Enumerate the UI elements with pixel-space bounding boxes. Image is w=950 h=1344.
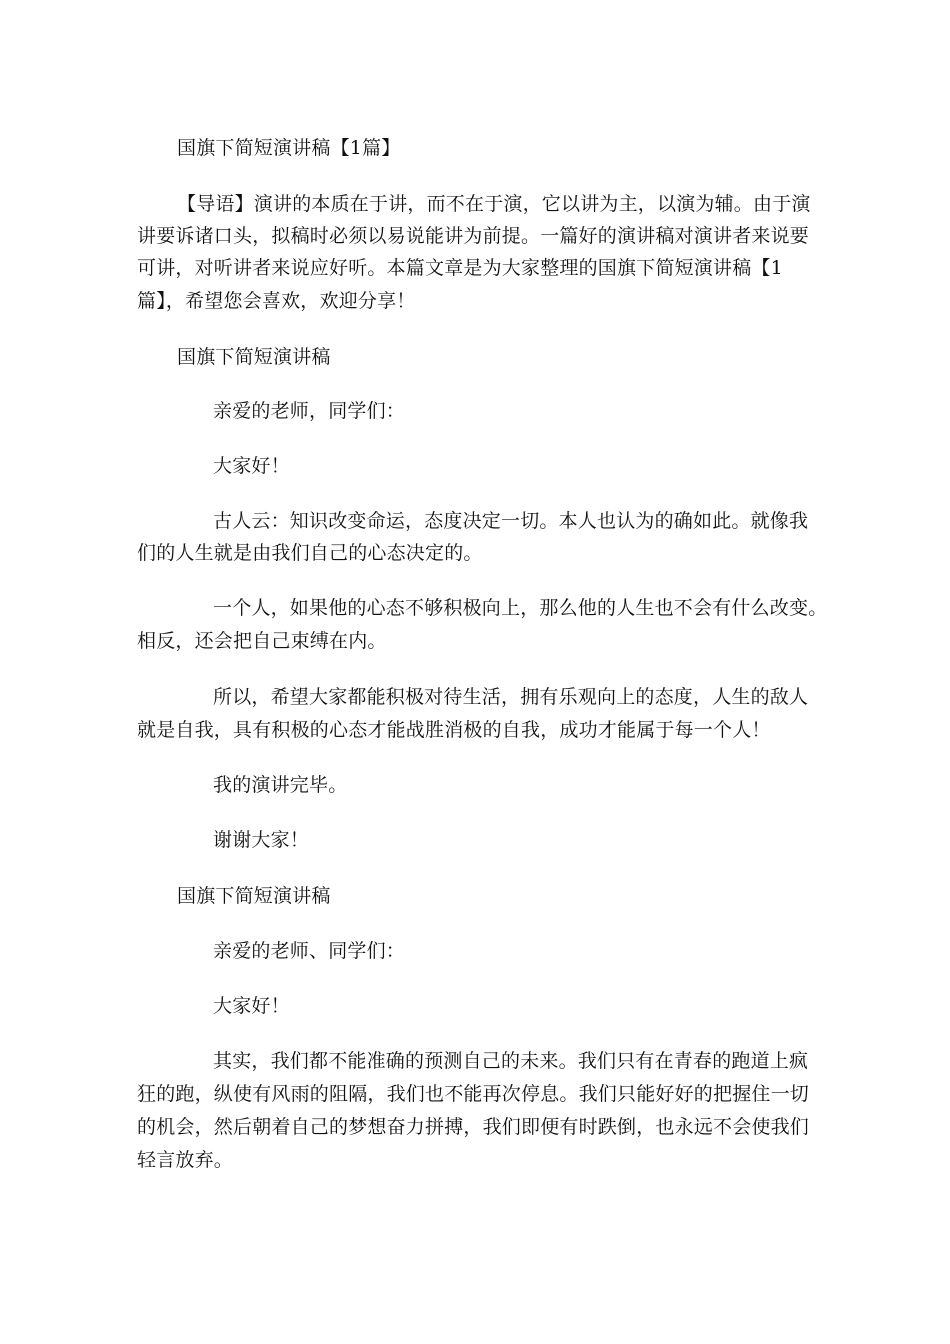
speech2-p1-line-1: 其实，我们都不能准确的预测自己的未来。我们只有在青春的跑道上疯 (213, 1050, 809, 1072)
speech2-greeting: 大家好！ (213, 995, 290, 1017)
intro-line-4: 篇】，希望您会喜欢，欢迎分享！ (137, 290, 416, 312)
speech2-p1-line-4: 轻言放弃。 (137, 1149, 234, 1171)
speech1-p1-line-2: 们的人生就是由我们自己的心态决定的。 (137, 542, 483, 564)
speech1-p1-line-1: 古人云：知识改变命运，态度决定一切。本人也认为的确如此。就像我 (213, 510, 809, 532)
speech1-thanks: 谢谢大家！ (213, 829, 310, 851)
document-title: 国旗下简短演讲稿【1篇】 (177, 137, 401, 159)
speech2-heading: 国旗下简短演讲稿 (177, 885, 331, 907)
speech2-p1-line-3: 的机会，然后朝着自己的梦想奋力拼搏，我们即便有时跌倒，也永远不会使我们 (137, 1116, 810, 1138)
speech2-salutation: 亲爱的老师、同学们： (213, 940, 406, 962)
intro-line-2: 讲要诉诸口头，拟稿时必须以易说能讲为前提。一篇好的演讲稿对演讲者来说要 (137, 225, 810, 247)
speech2-p1-line-2: 狂的跑，纵使有风雨的阻隔，我们也不能再次停息。我们只能好好的把握住一切 (137, 1083, 810, 1105)
intro-line-3: 可讲，对听讲者来说应好听。本篇文章是为大家整理的国旗下简短演讲稿【1 (137, 257, 783, 279)
speech1-greeting: 大家好！ (213, 455, 290, 477)
speech1-p2-line-2: 相反，还会把自己束缚在内。 (137, 630, 387, 652)
speech1-heading: 国旗下简短演讲稿 (177, 346, 331, 368)
speech1-p2-line-1: 一个人，如果他的心态不够积极向上，那么他的人生也不会有什么改变。 (213, 597, 828, 619)
speech1-p3-line-2: 就是自我，具有积极的心态才能战胜消极的自我，成功才能属于每一个人！ (137, 719, 771, 741)
speech1-salutation: 亲爱的老师，同学们： (213, 400, 406, 422)
intro-line-1: 【导语】演讲的本质在于讲，而不在于演，它以讲为主，以演为辅。由于演 (177, 193, 811, 215)
speech1-closing: 我的演讲完毕。 (213, 774, 348, 796)
speech1-p3-line-1: 所以，希望大家都能积极对待生活，拥有乐观向上的态度，人生的敌人 (213, 686, 809, 708)
